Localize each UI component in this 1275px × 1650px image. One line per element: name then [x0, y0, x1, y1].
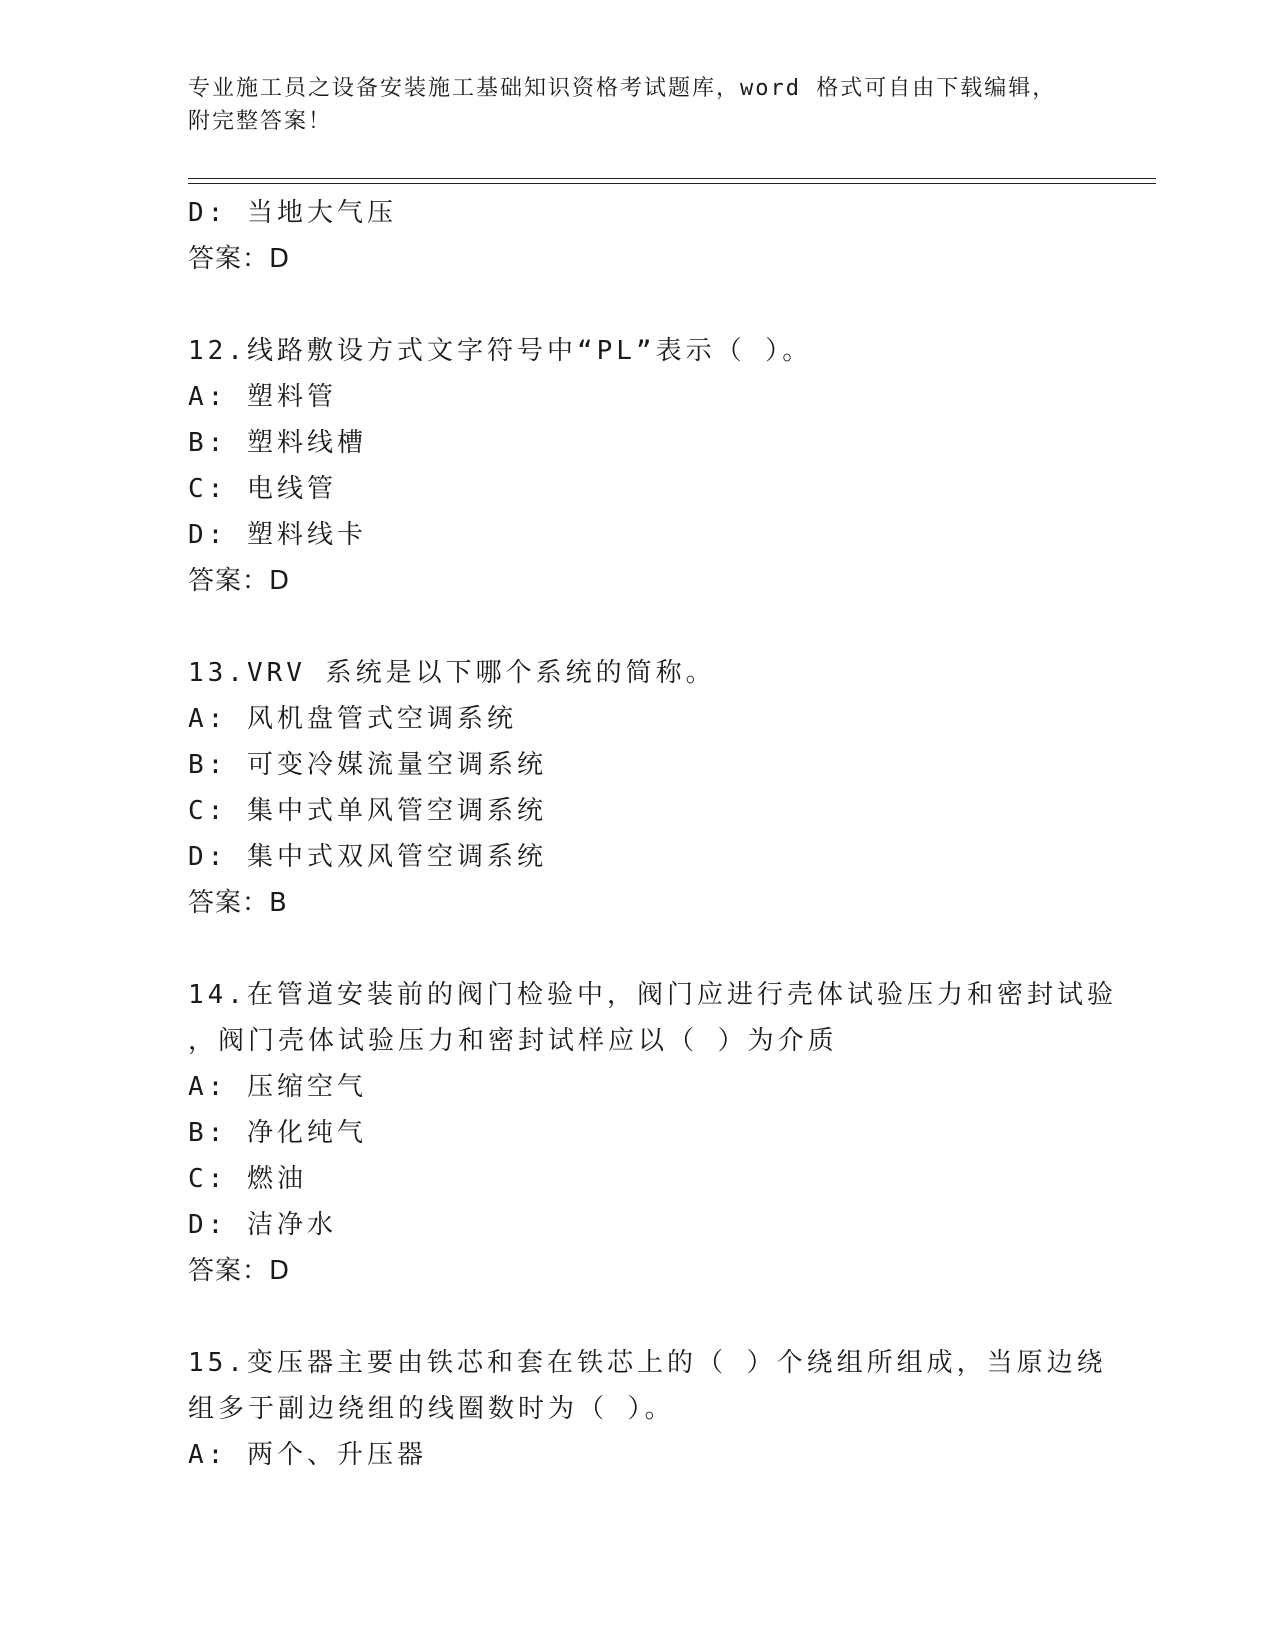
question-block-12 — [188, 328, 1088, 604]
option-c: C: 电线管 — [188, 474, 337, 504]
option-c: C: 燃油 — [188, 1164, 307, 1194]
question-block-13 — [188, 650, 1088, 926]
option-b: B: 净化纯气 — [188, 1118, 367, 1148]
document-header — [188, 72, 1088, 138]
answer-line: 答案：B — [188, 888, 288, 918]
option-a: A: 两个、升压器 — [188, 1440, 427, 1470]
header-divider-top — [188, 178, 1156, 179]
question-block-14 — [188, 972, 1117, 1294]
question-text-line-2: ，阀门壳体试验压力和密封试样应以（ ）为介质 — [188, 1026, 838, 1056]
answer-line: 答案：D — [188, 1256, 291, 1286]
option-b: B: 可变冷媒流量空调系统 — [188, 750, 547, 780]
option-d: D: 塑料线卡 — [188, 520, 367, 550]
option-b: B: 塑料线槽 — [188, 428, 367, 458]
question-text-line-2: 组多于副边绕组的线圈数时为（ ）。 — [188, 1394, 675, 1424]
option-d: D: 集中式双风管空调系统 — [188, 842, 547, 872]
answer-line: 答案：D — [188, 566, 291, 596]
option-c: C: 集中式单风管空调系统 — [188, 796, 547, 826]
answer-line: 答案：D — [188, 244, 291, 274]
question-text-line-1: 14.在管道安装前的阀门检验中，阀门应进行壳体试验压力和密封试验 — [188, 980, 1117, 1010]
header-line-2: 附完整答案！ — [188, 109, 333, 134]
question-text-line-1: 15.变压器主要由铁芯和套在铁芯上的（ ）个绕组所组成，当原边绕 — [188, 1348, 1107, 1378]
option-d: D: 当地大气压 — [188, 198, 397, 228]
header-divider-bottom — [188, 183, 1156, 184]
question-text: 13.VRV 系统是以下哪个系统的简称。 — [188, 658, 716, 688]
option-a: A: 风机盘管式空调系统 — [188, 704, 517, 734]
question-text: 12.线路敷设方式文字符号中“PL”表示（ ）。 — [188, 336, 813, 366]
option-a: A: 压缩空气 — [188, 1072, 367, 1102]
option-d: D: 洁净水 — [188, 1210, 337, 1240]
option-a: A: 塑料管 — [188, 382, 337, 412]
question-block-15 — [188, 1340, 1107, 1478]
header-line-1: 专业施工员之设备安装施工基础知识资格考试题库，word 格式可自由下载编辑， — [188, 76, 1057, 101]
question-list — [188, 190, 1117, 1478]
question-block-11-tail — [188, 190, 1088, 282]
